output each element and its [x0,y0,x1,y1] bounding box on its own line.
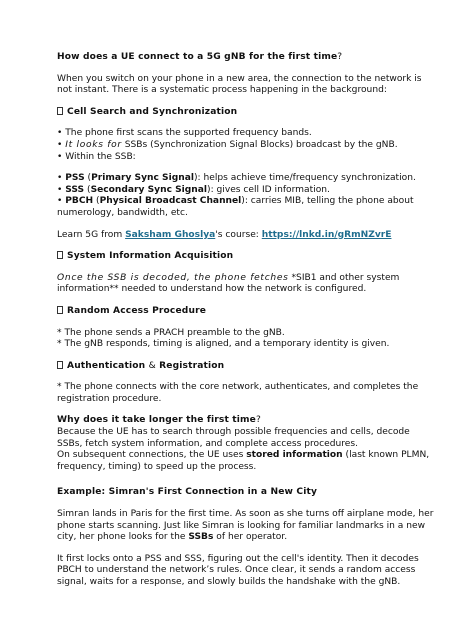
section-heading-cell-search: Cell Search and Synchronization [57,107,436,119]
section-heading-authentication: Authentication & Registration [57,361,436,373]
bullet-sss: • SSS (Secondary Sync Signal): gives cell ID information. [57,184,330,195]
system-info-paragraph: Once the SSB is decoded, the phone fetches *SIB1 and other system information** needed to understand how the network is configured. [57,272,400,295]
bullet-pbch: • PBCH (Physical Broadcast Channel): carries MIB, telling the phone about numerology, bandwidth, etc. [57,196,414,218]
course-url-link[interactable]: https://lnkd.in/gRmNZvrE [261,229,392,240]
section-heading-example: Example: Simran's First Connection in a New City [57,487,318,498]
bullet-pss: • PSS (Primary Sync Signal): helps achieve time/frequency synchronization. [57,173,416,184]
title-question-mark: ? [337,52,343,62]
random-access-line-1: * The phone sends a PRACH preamble to the gNB. [57,327,285,338]
title-text: How does a UE connect to a 5G gNB for the first time [57,52,338,62]
bullet-within-ssb: • Within the SSB: [57,151,136,162]
bullet-look-for-ssb: • It looks for SSBs (Synchronization Signal Blocks) broadcast by the gNB. [57,139,398,150]
example-paragraph-2: It first locks onto a PSS and SSS, figuring out the cell's identity. Then it decodes PBCH to understand the network’s rules. Once clear, it sends a random access signal, waits for a response, and slowly builds the handshake with the gNB. [57,553,419,587]
example-paragraph-1: Simran lands in Paris for the first time. As soon as she turns off airplane mode, her phone starts scanning. Just like Simran is looking for familiar landmarks in a new city, her phone looks for the SSBs of her operator. [57,509,434,543]
page-title [57,52,436,64]
intro-paragraph: When you switch on your phone in a new area, the connection to the network is not instant. There is a systematic process happening in the background: [57,73,422,96]
missing-glyph-icon [57,107,63,115]
why-paragraph-2: On subsequent connections, the UE uses stored information (last known PLMN, frequency, timing) to speed up the process. [57,450,430,472]
section-heading-why-longer: Why does it take longer the first time? [57,415,261,426]
random-access-line-2: * The gNB responds, timing is aligned, and a temporary identity is given. [57,339,390,350]
course-line: Learn 5G from Saksham Ghoslya's course: https://lnkd.in/gRmNZvrE [57,229,392,240]
missing-glyph-icon [57,251,63,259]
section-heading-system-info: System Information Acquisition [57,251,436,263]
missing-glyph-icon [57,306,63,314]
section-heading-random-access: Random Access Procedure [57,306,436,318]
why-paragraph-1: Because the UE has to search through possible frequencies and cells, decode SSBs, fetch system information, and complete access procedures. [57,427,410,449]
missing-glyph-icon [57,361,63,369]
author-link[interactable]: Saksham Ghoslya [125,229,216,240]
bullet-scan-bands: • The phone first scans the supported frequency bands. [57,128,312,139]
authentication-paragraph: * The phone connects with the core network, authenticates, and completes the registration procedure. [57,382,419,404]
